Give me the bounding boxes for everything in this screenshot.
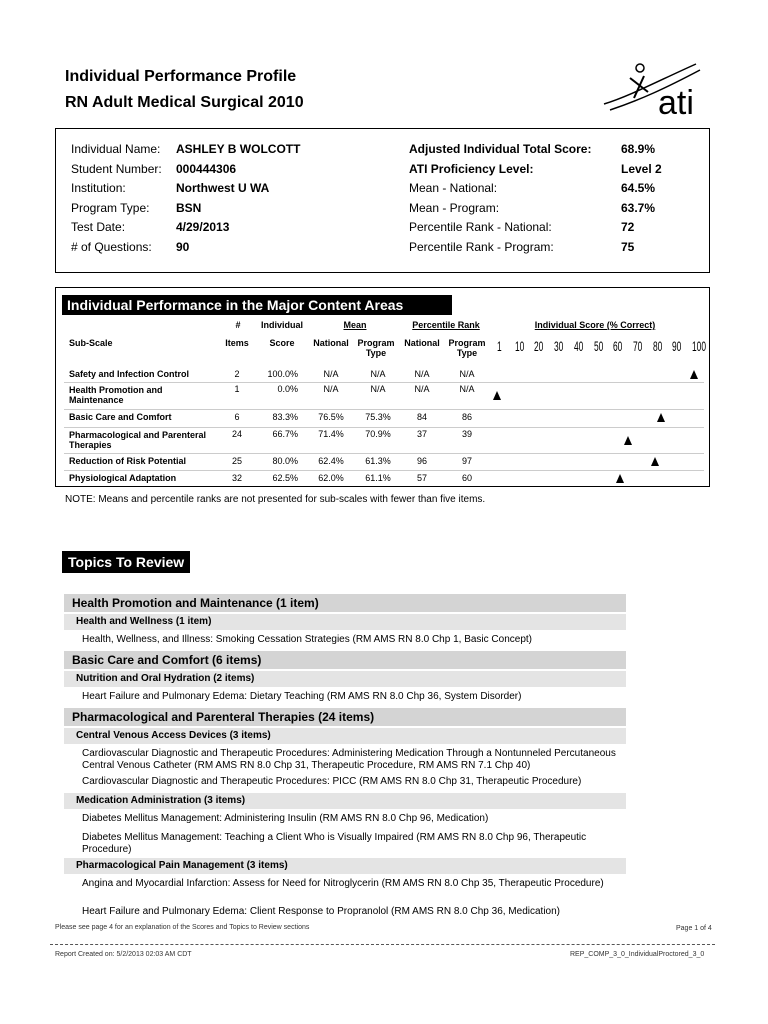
score-value: 83.3%: [272, 412, 298, 422]
score-label: Mean - Program:: [409, 200, 500, 215]
mean-national-value: N/A: [323, 384, 339, 394]
scale-tick: 60: [613, 338, 623, 354]
score-value: 62.5%: [272, 473, 298, 483]
student-info-box: [55, 128, 710, 273]
score-value: 63.7%: [621, 200, 656, 215]
items-value: 2: [234, 369, 240, 379]
items-value: 32: [231, 473, 242, 483]
pr-program-header: Program Type: [448, 338, 486, 358]
topic-subcategory: Pharmacological Pain Management (3 items): [64, 858, 626, 874]
info-value: 4/29/2013: [176, 220, 230, 234]
mean-program-value: 61.3%: [365, 456, 391, 466]
topic-subcategory: Central Venous Access Devices (3 items): [64, 728, 626, 744]
mean-program-value: 75.3%: [365, 412, 391, 422]
scale-tick: 10: [514, 338, 525, 354]
scale-tick: 90: [672, 338, 682, 354]
pr-program-value: N/A: [459, 384, 475, 394]
pr-program-value: 39: [461, 429, 472, 439]
row-separator: [64, 409, 704, 410]
score-label: ATI Proficiency Level:: [409, 161, 534, 176]
topic-item: Cardiovascular Diagnostic and Therapeutic Procedures: Administering Medication Through a Nontunneled Percutaneous Central Venous Catheter (RM AMS RN 8.0 Chp 31, Therapeutic Procedure, RM AMS RN 7.1 Chp 40): [82, 748, 616, 771]
ati-logo: [600, 58, 718, 120]
items-value: 24: [231, 429, 242, 439]
subscale-name: Health Promotion and Maintenance: [69, 385, 163, 405]
items-top-header: #: [235, 320, 241, 330]
topics-title: Topics To Review: [62, 551, 190, 573]
subscale-name: Pharmacological and Parenteral Therapies: [69, 430, 207, 450]
info-label: Individual Name:: [71, 142, 161, 156]
subscale-name: Reduction of Risk Potential: [69, 456, 187, 466]
score-value: 0.0%: [277, 384, 298, 394]
row-separator: [64, 382, 704, 383]
info-value: BSN: [176, 200, 202, 215]
info-label: Program Type:: [71, 200, 150, 215]
items-value: 1: [234, 384, 240, 394]
items-value: 25: [231, 456, 242, 466]
topic-item: Heart Failure and Pulmonary Edema: Dietary Teaching (RM AMS RN 8.0 Chp 36, System Disorder): [82, 691, 522, 702]
pr-national-value: 37: [416, 429, 427, 439]
info-value: ASHLEY B WOLCOTT: [176, 142, 301, 156]
score-marker: [493, 391, 501, 400]
mean-national-value: 62.0%: [318, 473, 344, 483]
scale-tick: 50: [593, 338, 603, 354]
pr-program-value: 86: [461, 412, 472, 422]
items-header: Items: [225, 338, 249, 348]
score-value: 72: [621, 220, 635, 234]
info-value: Northwest U WA: [176, 181, 270, 195]
info-value: 000444306: [176, 161, 237, 176]
scale-tick: 20: [534, 338, 544, 354]
footer-divider: [50, 944, 715, 945]
pr-national-value: 96: [416, 456, 427, 466]
mean-program-value: 61.1%: [365, 473, 391, 483]
topic-category: Pharmacological and Parenteral Therapies (24 items): [64, 708, 626, 726]
topic-item: Heart Failure and Pulmonary Edema: Client Response to Propranolol (RM AMS RN 8.0 Chp 36, Medication): [82, 906, 560, 917]
score-value: 75: [621, 239, 635, 254]
mean-national-header: National: [313, 338, 349, 348]
topic-item: Health, Wellness, and Illness: Smoking Cessation Strategies (RM AMS RN 8.0 Chp 1, Basic Concept): [82, 634, 533, 645]
pr-national-value: 84: [416, 412, 427, 422]
score-marker: [690, 370, 698, 379]
info-label: # of Questions:: [71, 239, 152, 254]
pr-program-value: N/A: [459, 369, 475, 379]
mean-program-value: N/A: [370, 369, 386, 379]
row-separator: [64, 453, 704, 454]
score-value: Level 2: [621, 161, 662, 176]
individual-top-header: Individual: [260, 320, 303, 330]
pr-national-header: National: [404, 338, 440, 348]
score-value: 68.9%: [621, 142, 656, 156]
topic-category: Basic Care and Comfort (6 items): [64, 651, 626, 669]
score-value: 80.0%: [272, 456, 298, 466]
score-value: 66.7%: [272, 429, 298, 439]
info-value: 90: [176, 239, 190, 254]
subscale-name: Safety and Infection Control: [69, 369, 190, 379]
topic-item: Diabetes Mellitus Management: Teaching a Client Who is Visually Impaired (RM AMS RN 8.0 Chp 96, Therapeutic Procedure): [82, 832, 587, 855]
mean-national-value: 76.5%: [318, 412, 344, 422]
items-value: 6: [234, 412, 240, 422]
topic-item: Diabetes Mellitus Management: Administering Insulin (RM AMS RN 8.0 Chp 96, Medication): [82, 813, 489, 824]
score-label: Adjusted Individual Total Score:: [409, 142, 592, 156]
scale-tick: 70: [632, 338, 643, 354]
topic-subcategory: Nutrition and Oral Hydration (2 items): [64, 671, 626, 687]
score-label: Percentile Rank - Program:: [409, 239, 554, 254]
score-value: 64.5%: [621, 181, 656, 195]
page-title: Individual Performance Profile: [65, 68, 297, 85]
topic-item: Cardiovascular Diagnostic and Therapeutic Procedures: PICC (RM AMS RN 8.0 Chp 31, Therapeutic Procedure): [82, 776, 582, 787]
performance-title: Individual Performance in the Major Content Areas: [62, 295, 452, 315]
report-created: Report Created on: 5/2/2013 02:03 AM CDT: [55, 951, 192, 958]
score-marker: [624, 436, 632, 445]
topic-category: Health Promotion and Maintenance (1 item): [64, 594, 626, 612]
pr-national-value: 57: [416, 473, 427, 483]
score-marker: [616, 474, 624, 483]
note-text: NOTE: Means and percentile ranks are not presented for sub-scales with fewer than five items.: [65, 494, 486, 505]
pr-national-value: N/A: [414, 369, 430, 379]
topic-item: Angina and Myocardial Infarction: Assess for Need for Nitroglycerin (RM AMS RN 8.0 Chp 35, Therapeutic Procedure): [82, 878, 604, 889]
score-label: Percentile Rank - National:: [409, 220, 552, 234]
page-number: Page 1 of 4: [676, 925, 712, 932]
row-separator: [64, 427, 704, 428]
mean-program-value: 70.9%: [365, 429, 391, 439]
mean-national-value: N/A: [323, 369, 339, 379]
scale-tick: 30: [554, 338, 564, 354]
scale-tick: 100: [692, 338, 707, 354]
percentile-top-header: Percentile Rank: [412, 320, 480, 330]
logo-text: ati: [658, 84, 694, 120]
score-value: 100.0%: [267, 369, 298, 379]
pr-program-value: 97: [461, 456, 472, 466]
scale-tick: 1: [496, 338, 502, 354]
score-marker: [657, 413, 665, 422]
info-label: Test Date:: [71, 220, 126, 234]
row-separator: [64, 470, 704, 471]
score-label: Mean - National:: [409, 181, 498, 195]
page-subtitle: RN Adult Medical Surgical 2010: [65, 94, 304, 111]
footer-explanation: Please see page 4 for an explanation of the Scores and Topics to Review sections: [55, 924, 310, 931]
info-label: Student Number:: [71, 161, 162, 176]
subscale-name: Basic Care and Comfort: [69, 412, 172, 422]
subscale-name: Physiological Adaptation: [69, 473, 177, 483]
score-top-header: Individual Score (% Correct): [534, 320, 656, 330]
scale-tick: 40: [573, 338, 584, 354]
mean-program-value: N/A: [370, 384, 386, 394]
pr-national-value: N/A: [414, 384, 430, 394]
mean-top-header: Mean: [343, 320, 367, 330]
scale-tick: 80: [652, 338, 662, 354]
mean-national-value: 62.4%: [318, 456, 344, 466]
topic-subcategory: Health and Wellness (1 item): [64, 614, 626, 630]
score-marker: [651, 457, 659, 466]
topic-subcategory: Medication Administration (3 items): [64, 793, 626, 809]
subscale-header: Sub-Scale: [69, 338, 113, 348]
report-code: REP_COMP_3_0_IndividualProctored_3_0: [570, 951, 705, 958]
mean-national-value: 71.4%: [318, 429, 344, 439]
info-label: Institution:: [71, 181, 126, 195]
pr-program-value: 60: [461, 473, 472, 483]
mean-program-header: Program Type: [357, 338, 395, 358]
score-header: Score: [269, 338, 295, 348]
